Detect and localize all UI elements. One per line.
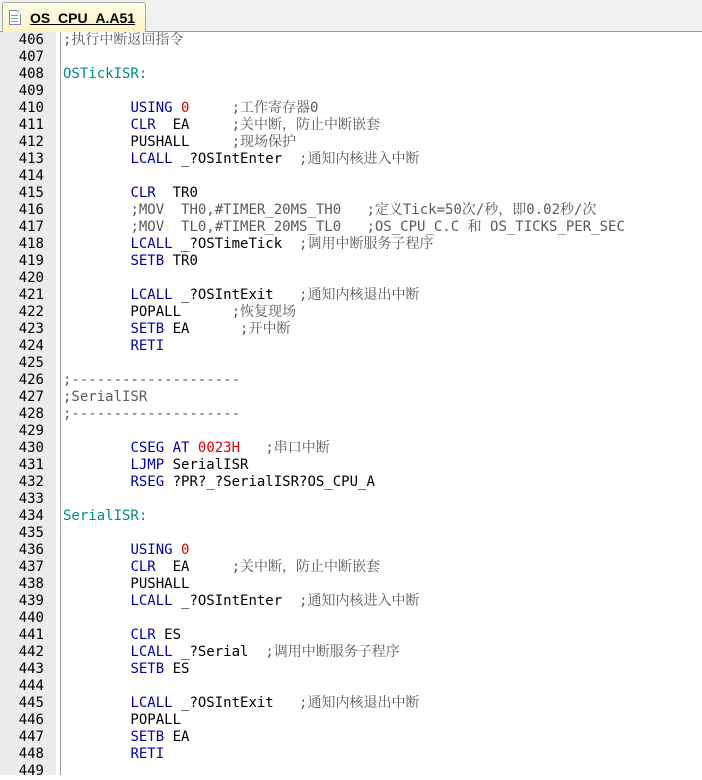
code-text	[63, 627, 181, 644]
line-number: 434	[18, 508, 44, 524]
line-number: 443	[18, 661, 44, 677]
code-token	[173, 100, 181, 116]
line-number: 435	[18, 525, 44, 541]
line-number: 438	[18, 576, 44, 592]
file-icon	[9, 10, 23, 26]
code-token: ;现场保护	[231, 134, 297, 150]
line-number: 429	[18, 423, 44, 439]
code-token	[240, 440, 265, 456]
line-number: 436	[18, 542, 44, 558]
code-token	[63, 729, 130, 745]
code-text	[63, 66, 147, 83]
code-token	[63, 202, 130, 218]
code-token: SerialISR:	[63, 508, 148, 524]
code-token: EA	[164, 321, 241, 337]
code-text	[63, 695, 419, 712]
code-token	[63, 746, 130, 762]
code-text	[63, 644, 400, 661]
code-token: POPALL	[63, 712, 182, 728]
code-token	[63, 185, 130, 201]
code-editor[interactable]	[0, 32, 702, 779]
code-text	[63, 253, 198, 270]
code-token	[63, 644, 130, 660]
line-number: 440	[18, 610, 44, 626]
line-number: 428	[18, 406, 44, 422]
code-token: ;调用中断服务子程序	[299, 236, 434, 252]
line-number: 431	[18, 457, 44, 473]
code-token: ES	[164, 661, 190, 677]
code-token	[63, 219, 130, 235]
code-token	[63, 100, 130, 116]
code-text	[63, 593, 419, 610]
code-token: ;恢复现场	[231, 304, 297, 320]
code-text	[63, 746, 164, 763]
code-token: LCALL	[130, 644, 173, 660]
code-token	[63, 151, 130, 167]
code-token: SETB	[130, 661, 165, 677]
code-token	[63, 457, 130, 473]
line-number: 426	[18, 372, 44, 388]
code-text	[63, 219, 625, 236]
code-token	[63, 287, 130, 303]
line-number: 422	[18, 304, 44, 320]
code-token: OSTickISR:	[63, 66, 148, 82]
code-token: RETI	[130, 746, 165, 762]
line-number: 423	[18, 321, 44, 337]
code-token: USING	[130, 100, 173, 116]
code-token: ;通知内核退出中断	[299, 695, 420, 711]
code-token: ;SerialISR	[63, 389, 148, 405]
code-text	[63, 338, 164, 355]
line-number: 421	[18, 287, 44, 303]
line-number: 419	[18, 253, 44, 269]
code-token: _?OSIntExit	[172, 695, 300, 711]
code-token: LCALL	[130, 287, 173, 303]
tab-os-cpu-a[interactable]	[2, 2, 146, 32]
line-number: 414	[18, 168, 44, 184]
line-number: 416	[18, 202, 44, 218]
code-token: ;通知内核退出中断	[299, 287, 420, 303]
code-text	[63, 542, 189, 559]
code-token: USING	[130, 542, 173, 558]
line-number: 410	[18, 100, 44, 116]
code-token: LJMP	[130, 457, 165, 473]
line-number: 415	[18, 185, 44, 201]
code-text	[63, 372, 240, 389]
code-text	[63, 508, 147, 525]
line-number: 449	[18, 763, 44, 779]
code-text	[63, 202, 596, 219]
code-token	[189, 100, 231, 116]
code-token: SETB	[130, 321, 165, 337]
code-token: _?OSIntEnter	[172, 151, 300, 167]
line-number: 424	[18, 338, 44, 354]
code-text	[63, 134, 296, 151]
code-text	[63, 117, 380, 134]
line-number: 408	[18, 66, 44, 82]
line-number: 442	[18, 644, 44, 660]
code-token: ;执行中断返回指令	[63, 32, 184, 48]
code-text	[63, 406, 240, 423]
code-token: LCALL	[130, 695, 173, 711]
code-token	[63, 440, 130, 456]
code-text	[63, 440, 330, 457]
line-number: 412	[18, 134, 44, 150]
line-number: 418	[18, 236, 44, 252]
code-text	[63, 236, 433, 253]
code-token	[63, 474, 130, 490]
line-number: 411	[18, 117, 44, 133]
code-token: PUSHALL	[63, 134, 232, 150]
code-token	[63, 559, 130, 575]
code-token	[63, 236, 130, 252]
code-token: ;调用中断服务子程序	[265, 644, 400, 660]
code-token: RSEG	[130, 474, 165, 490]
code-token: EA	[155, 559, 232, 575]
code-token: ;工作寄存器0	[231, 100, 319, 116]
code-token: CSEG AT	[130, 440, 190, 456]
code-text	[63, 287, 419, 304]
code-token: SETB	[130, 729, 165, 745]
line-number: 409	[18, 83, 44, 99]
code-token: ;MOV TH0,#TIMER_20MS_TH0 ;定义Tick=50次/秒，即0.02秒/次	[130, 202, 597, 218]
code-text	[63, 185, 198, 202]
code-token: _?Serial	[172, 644, 266, 660]
code-token	[63, 593, 130, 609]
code-token	[63, 253, 130, 269]
code-text	[63, 474, 375, 491]
code-token: ;串口中断	[265, 440, 330, 456]
line-number: 448	[18, 746, 44, 762]
line-number: 420	[18, 270, 44, 286]
line-number: 413	[18, 151, 44, 167]
code-token: ES	[155, 627, 182, 643]
code-token	[63, 695, 130, 711]
code-token: LCALL	[130, 151, 173, 167]
code-token	[63, 338, 130, 354]
code-token: CLR	[130, 559, 156, 575]
code-text	[63, 151, 419, 168]
line-number: 417	[18, 219, 44, 235]
code-token: LCALL	[130, 236, 173, 252]
code-token: POPALL	[63, 304, 232, 320]
code-text	[63, 32, 183, 49]
code-token: SerialISR	[164, 457, 249, 473]
code-token: ;关中断，防止中断嵌套	[231, 117, 381, 133]
line-number: 425	[18, 355, 44, 371]
code-token: PUSHALL	[63, 576, 190, 592]
code-token	[173, 542, 181, 558]
code-text	[63, 304, 296, 321]
code-text	[63, 389, 147, 406]
code-text	[63, 100, 318, 117]
line-number: 446	[18, 712, 44, 728]
code-token: CLR	[130, 117, 156, 133]
line-number: 430	[18, 440, 44, 456]
code-token: ;通知内核进入中断	[299, 593, 420, 609]
code-token	[63, 627, 130, 643]
code-text	[63, 712, 181, 729]
code-token	[63, 117, 130, 133]
code-token: ;开中断	[240, 321, 291, 337]
code-token: 0023H	[197, 440, 241, 456]
code-token: ;MOV TL0,#TIMER_20MS_TL0 ;OS_CPU_C.C 和 OS_TICKS_PER_SEC	[130, 219, 625, 235]
line-number: 437	[18, 559, 44, 575]
code-token: CLR	[130, 627, 156, 643]
code-token: LCALL	[130, 593, 173, 609]
line-number: 439	[18, 593, 44, 609]
code-token	[189, 440, 197, 456]
code-text	[63, 321, 290, 338]
code-text	[63, 457, 248, 474]
code-token: EA	[164, 729, 190, 745]
code-token: ;通知内核进入中断	[299, 151, 420, 167]
line-number: 407	[18, 49, 44, 65]
code-token	[63, 542, 130, 558]
code-token	[63, 661, 130, 677]
code-token: _?OSTimeTick	[172, 236, 300, 252]
line-number: 444	[18, 678, 44, 694]
code-text	[63, 559, 380, 576]
code-token: ;--------------------	[63, 372, 241, 388]
line-number: 441	[18, 627, 44, 643]
code-token	[63, 321, 130, 337]
code-token: 0	[181, 542, 190, 558]
tab-bar	[0, 0, 702, 32]
code-text	[63, 729, 189, 746]
code-token: TR0	[155, 185, 198, 201]
tab-label: OS_CPU_A.A51	[30, 9, 136, 26]
code-token: ;--------------------	[63, 406, 241, 422]
line-number: 447	[18, 729, 44, 745]
code-token: SETB	[130, 253, 165, 269]
code-token: _?OSIntExit	[172, 287, 300, 303]
code-text	[63, 576, 189, 593]
code-token: 0	[181, 100, 190, 116]
line-number: 432	[18, 474, 44, 490]
code-token: CLR	[130, 185, 156, 201]
code-token: TR0	[164, 253, 198, 269]
code-token: ;关中断，防止中断嵌套	[231, 559, 381, 575]
fold-margin	[60, 32, 61, 775]
code-token: EA	[155, 117, 232, 133]
code-text	[63, 661, 189, 678]
line-number: 445	[18, 695, 44, 711]
code-token: _?OSIntEnter	[172, 593, 300, 609]
line-number: 427	[18, 389, 44, 405]
code-token: ?PR?_?SerialISR?OS_CPU_A	[164, 474, 375, 490]
line-number: 406	[18, 32, 44, 48]
code-token: RETI	[130, 338, 165, 354]
line-number: 433	[18, 491, 44, 507]
